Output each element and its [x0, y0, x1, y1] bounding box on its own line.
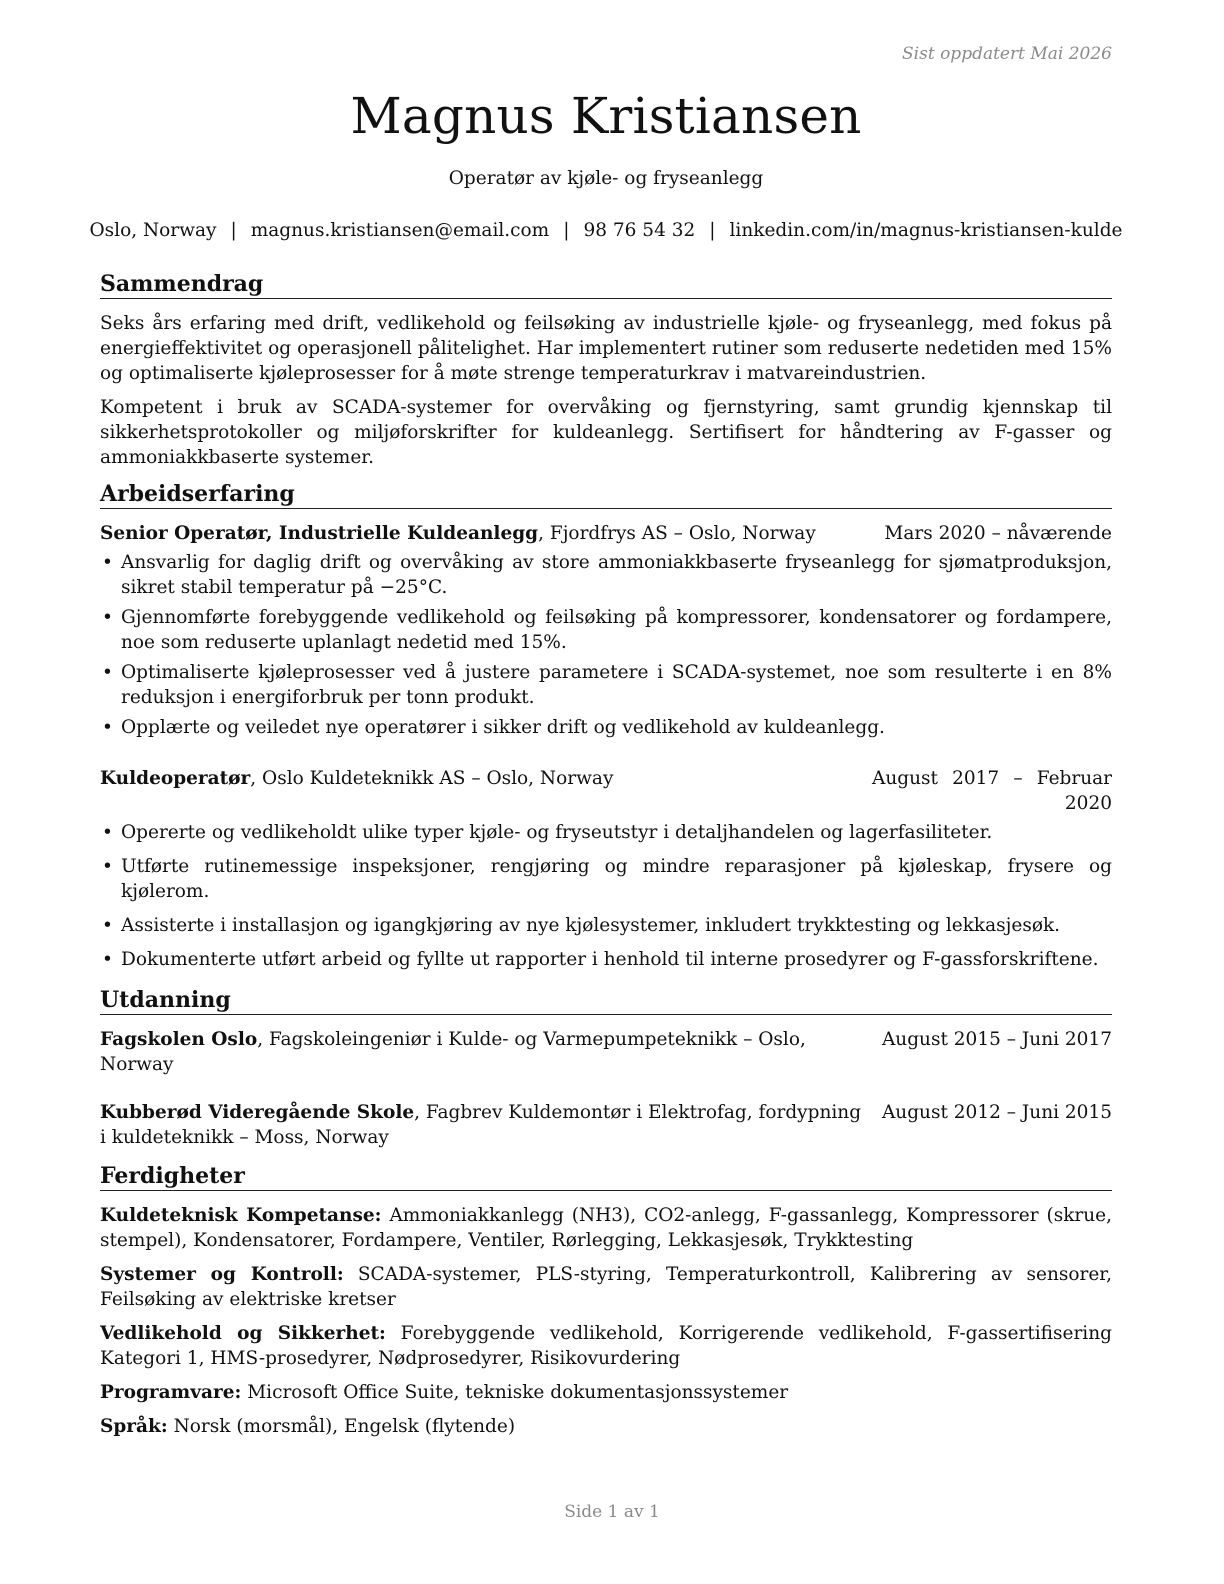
education-dates: August 2015 – Juni 2017: [881, 1029, 1112, 1050]
education-entry: [100, 1100, 1112, 1150]
job-dates: August 2017 – Februar 2020: [872, 768, 1112, 814]
skill-label: Kuldeteknisk Kompetanse:: [100, 1205, 382, 1226]
experience-section: [100, 480, 1112, 972]
skill-value: SCADA-systemer, PLS-styring, Temperaturkontroll, Kalibrering av sensorer, Feilsøking av elektriske kretser: [100, 1264, 1112, 1310]
education-dates: August 2012 – Juni 2015: [881, 1102, 1112, 1123]
list-item: [100, 550, 1112, 600]
contact-linkedin[interactable]: linkedin.com/in/magnus-kristiansen-kulde: [729, 220, 1123, 241]
skill-row: [100, 1203, 1112, 1253]
education-school: Fagskolen Oslo: [100, 1029, 258, 1050]
skill-label: Programvare:: [100, 1382, 242, 1403]
skill-row: [100, 1262, 1112, 1312]
contact-line: [80, 220, 1132, 241]
job-role: Senior Operatør, Industrielle Kuldeanlegg: [100, 523, 539, 544]
bullet-icon: •: [102, 856, 113, 877]
list-item: [100, 715, 1112, 740]
education-heading: Utdanning: [100, 986, 1112, 1015]
job-entry: [100, 766, 1112, 972]
job-employer: , Fjordfrys AS – Oslo, Norway: [538, 523, 816, 544]
contact-phone[interactable]: 98 76 54 32: [583, 220, 696, 241]
summary-heading: Sammendrag: [100, 270, 1112, 299]
education-entry: [100, 1027, 1112, 1077]
education-school: Kubberød Videregående Skole: [100, 1102, 415, 1123]
skills-section: [100, 1162, 1112, 1439]
bullet-text: Dokumenterte utført arbeid og fyllte ut rapporter i henhold til interne prosedyrer og F-gassforskriftene.: [121, 949, 1099, 970]
bullet-icon: •: [102, 552, 113, 573]
job-header: [100, 766, 1112, 816]
list-item: [100, 947, 1112, 972]
education-text: [100, 1027, 882, 1077]
education-text: [100, 1100, 882, 1150]
skill-value: Microsoft Office Suite, tekniske dokumentasjonssystemer: [247, 1382, 789, 1403]
bullet-icon: •: [102, 915, 113, 936]
page-number: Side 1 av 1: [564, 1502, 660, 1522]
education-section: [100, 986, 1112, 1150]
skill-row: [100, 1380, 1112, 1405]
skill-label: Systemer og Kontroll:: [100, 1264, 344, 1285]
summary-paragraph: Kompetent i bruk av SCADA-systemer for overvåking og fjernstyring, samt grundig kjennskap til sikkerhetsprotokoller og miljøforskrifter for kuldeanlegg. Sertifisert for håndtering av F-gasser og ammoniakkbaserte systemer.: [100, 397, 1112, 468]
skills-heading: Ferdigheter: [100, 1162, 1112, 1191]
skill-value: Forebyggende vedlikehold, Korrigerende vedlikehold, F-gassertifisering Kategori 1, HMS-prosedyrer, Nødprosedyrer, Risikovurdering: [100, 1323, 1112, 1369]
bullet-text: Assisterte i installasjon og igangkjøring av nye kjølesystemer, inkludert trykktesting og lekkasjesøk.: [121, 915, 1061, 936]
list-item: [100, 660, 1112, 710]
bullet-icon: •: [102, 607, 113, 628]
job-bullets: [100, 550, 1112, 740]
bullet-icon: •: [102, 717, 113, 738]
candidate-name: Magnus Kristiansen: [350, 87, 862, 145]
bullet-icon: •: [102, 662, 113, 683]
bullet-icon: •: [102, 949, 113, 970]
education-detail: , Fagbrev Kuldemontør i Elektrofag, fordypning i kuldeteknikk – Moss, Norway: [100, 1102, 862, 1148]
job-role: Kuldeoperatør: [100, 768, 251, 789]
job-dates: Mars 2020 – nåværende: [884, 523, 1112, 544]
contact-location: Oslo, Norway: [89, 220, 217, 241]
contact-separator: |: [230, 220, 237, 241]
resume-page: [89, 0, 1123, 1584]
list-item: [100, 854, 1112, 904]
skill-value: Norsk (morsmål), Engelsk (flytende): [173, 1416, 516, 1437]
job-employer: , Oslo Kuldeteknikk AS – Oslo, Norway: [250, 768, 614, 789]
contact-separator: |: [563, 220, 570, 241]
list-item: [100, 605, 1112, 655]
skill-value: Ammoniakkanlegg (NH3), CO2-anlegg, F-gassanlegg, Kompressorer (skrue, stempel), Kondensatorer, Fordampere, Ventiler, Rørlegging, Lekkasjesøk, Trykktesting: [100, 1205, 1112, 1251]
bullet-icon: •: [102, 822, 113, 843]
skill-label: Språk:: [100, 1416, 168, 1437]
experience-heading: Arbeidserfaring: [100, 480, 1112, 509]
last-updated-note: Sist oppdatert Mai 2026: [902, 44, 1112, 64]
job-bullets: [100, 820, 1112, 972]
skill-label: Vedlikehold og Sikkerhet:: [100, 1323, 386, 1344]
education-detail: , Fagskoleingeniør i Kulde- og Varmepumpeteknikk – Oslo, Norway: [100, 1029, 806, 1075]
job-header: [100, 521, 1112, 546]
bullet-text: Gjennomførte forebyggende vedlikehold og feilsøking på kompressorer, kondensatorer og fordampere, noe som reduserte uplanlagt nedetid med 15%.: [121, 607, 1112, 653]
skill-row: [100, 1321, 1112, 1371]
resume-body: [100, 270, 1112, 1449]
summary-section: [100, 270, 1112, 470]
bullet-text: Opplærte og veiledet nye operatører i sikker drift og vedlikehold av kuldeanlegg.: [121, 717, 885, 738]
job-title-line: [100, 766, 872, 791]
list-item: [100, 913, 1112, 938]
list-item: [100, 820, 1112, 845]
bullet-text: Opererte og vedlikeholdt ulike typer kjøle- og fryseutstyr i detaljhandelen og lagerfasiliteter.: [121, 822, 993, 843]
bullet-text: Optimaliserte kjøleprosesser ved å justere parametere i SCADA-systemet, noe som resulterte i en 8% reduksjon i energiforbruk per tonn produkt.: [121, 662, 1112, 708]
bullet-text: Utførte rutinemessige inspeksjoner, rengjøring og mindre reparasjoner på kjøleskap, frysere og kjølerom.: [121, 856, 1112, 902]
contact-email[interactable]: magnus.kristiansen@email.com: [250, 220, 550, 241]
summary-paragraph: Seks års erfaring med drift, vedlikehold og feilsøking av industrielle kjøle- og fryseanlegg, med fokus på energieffektivitet og operasjonell pålitelighet. Har implementert rutiner som reduserte nedetiden med 15% og optimaliserte kjøleprosesser for å møte strenge temperaturkrav i matvareindustrien.: [100, 313, 1112, 384]
contact-separator: |: [709, 220, 716, 241]
bullet-text: Ansvarlig for daglig drift og overvåking av store ammoniakkbaserte fryseanlegg for sjømatproduksjon, sikret stabil temperatur på −25°C.: [121, 552, 1112, 598]
job-entry: [100, 521, 1112, 740]
candidate-title: Operatør av kjøle- og fryseanlegg: [448, 168, 764, 189]
job-title-line: [100, 521, 884, 546]
skill-row: [100, 1414, 1112, 1439]
